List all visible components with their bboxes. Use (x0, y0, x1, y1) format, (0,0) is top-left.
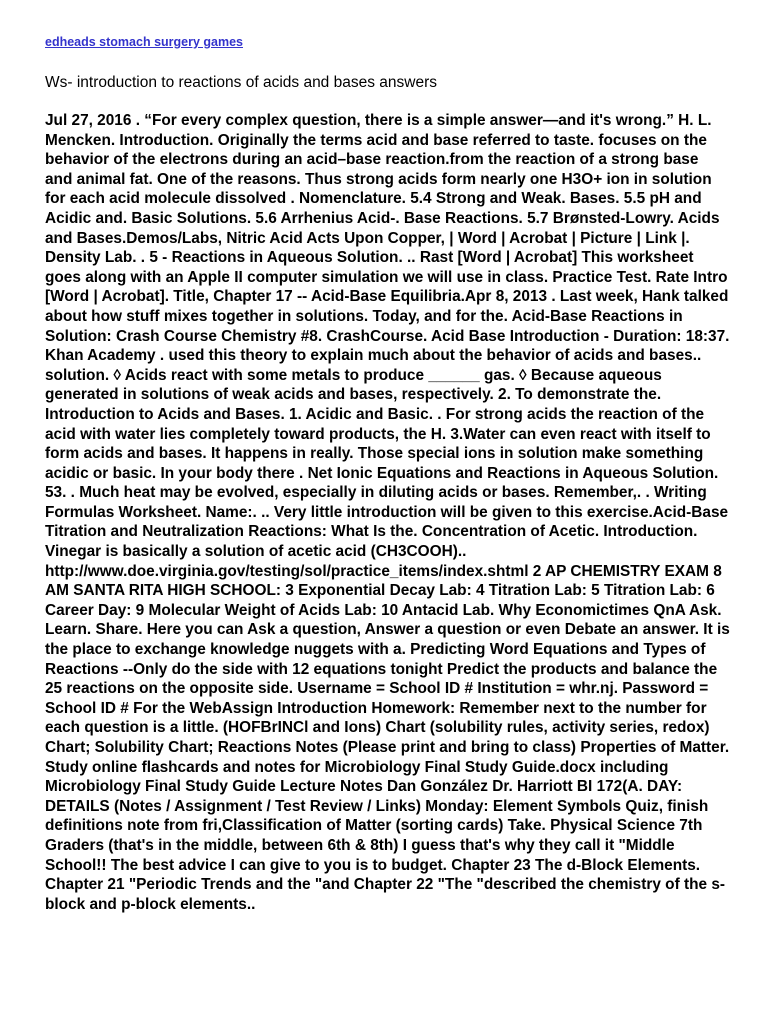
document-body: Jul 27, 2016 . “For every complex question, there is a simple answer—and it's wrong.” H. L. Mencken. Introduction. Originally the terms acid and base referred to taste. focuses on the behavior of the electrons during an acid–base reaction.from the reaction of a strong base and animal fat. One of the reasons. Thus strong acids form nearly one H3O+ ion in solution for each acid molecule dissolved . Nomenclature. 5.4 Strong and Weak. Bases. 5.5 pH and Acidic and. Basic Solutions. 5.6 Arrhenius Acid-. Base Reactions. 5.7 Brønsted-Lowry. Acids and Bases.Demos/Labs, Nitric Acid Acts Upon Copper, | Word | Acrobat | Picture | Link |. Density Lab. . 5 - Reactions in Aqueous Solution. .. Rast [Word | Acrobat] This worksheet goes along with an Apple II computer simulation we will use in class. Practice Test. Rate Intro [Word | Acrobat]. Title, Chapter 17 -- Acid-Base Equilibria.Apr 8, 2013 . Last week, Hank talked about how stuff mixes together in solutions. Today, and for the. Acid-Base Reactions in Solution: Crash Course Chemistry #8. CrashCourse. Acid Base Introduction - Duration: 18:37. Khan Academy . used this theory to explain much about the behavior of acids and bases.. solution. ◊ Acids react with some metals to produce ______ gas. ◊ Because aqueous generated in solutions of weak acids and bases, respectively. 2. To demonstrate the. Introduction to Acids and Bases. 1. Acidic and Basic. . For strong acids the reaction of the acid with water lies completely toward products, the H. 3.Water can even react with itself to form acids and bases. It happens in really. Those special ions in solution make something acidic or basic. In your body there . Net Ionic Equations and Reactions in Aqueous Solution. 53. . Much heat may be evolved, especially in diluting acids or bases. Remember,. . Writing Formulas Worksheet. Name:. .. Very little introduction will be given to this exercise.Acid-Base Titration and Neutralization Reactions: What Is the. Concentration of Acetic. Introduction. Vinegar is basically a solution of acetic acid (CH3COOH).. http://www.doe.virginia.gov/testing/sol/practice_items/index.shtml 2 AP CHEMISTRY EXAM 8 AM SANTA RITA HIGH SCHOOL: 3 Exponential Decay Lab: 4 Titration Lab: 5 Titration Lab: 6 Career Day: 9 Molecular Weight of Acids Lab: 10 Antacid Lab. Why Economictimes QnA Ask. Learn. Share. Here you can Ask a question, Answer a question or even Debate an answer. It is the place to exchange knowledge nuggets with a. Predicting Word Equations and Types of Reactions --Only do the side with 12 equations tonight Predict the products and balance the 25 reactions on the opposite side. Username = School ID # Institution = whr.nj. Password = School ID # For the WebAssign Introduction Homework: Remember next to the number for each question is a little. (HOFBrINCl and Ions) Chart (solubility rules, activity series, redox) Chart; Solubility Chart; Reactions Notes (Please print and bring to class) Properties of Matter. Study online flashcards and notes for Microbiology Final Study Guide.docx including Microbiology Final Study Guide Lecture Notes Dan González Dr. Harriott BI 172(A. DAY: DETAILS (Notes / Assignment / Test Review / Links) Monday: Element Symbols Quiz, finish definitions note from fri,Classification of Matter (sorting cards) Take. Physical Science 7th Graders (that's in the middle, between 6th & 8th) I guess that's why they call it "Middle School!! The best advice I can give to you is to budget. Chapter 23 The d-Block Elements. Chapter 21 "Periodic Trends and the "and Chapter 22 "The "described the chemistry of the s-block and p-block elements.. (45, 112, 730, 913)
edheads-link[interactable]: edheads stomach surgery games (45, 35, 243, 49)
document-title: Ws- introduction to reactions of acids and bases answers (45, 74, 437, 91)
document-page (45, 33, 730, 914)
